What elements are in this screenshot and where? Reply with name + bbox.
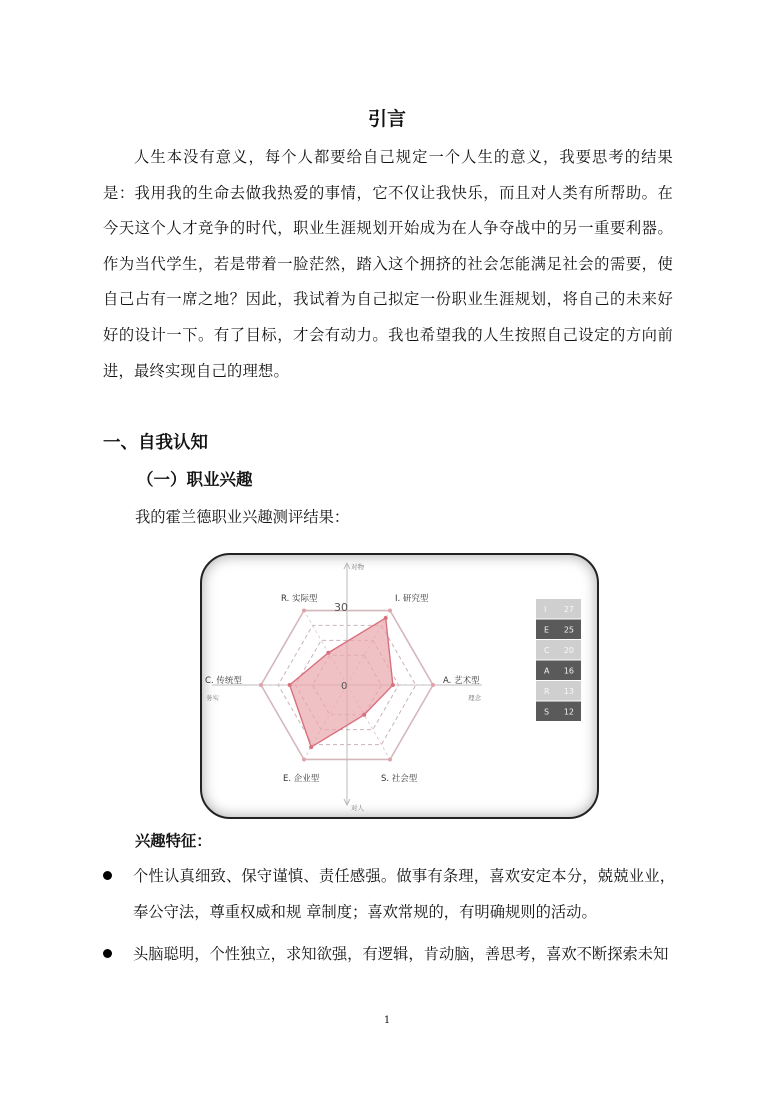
radar-data-point <box>384 616 388 620</box>
radar-data-point <box>362 713 366 717</box>
radar-vertex-point <box>259 683 263 687</box>
score-table-cell <box>536 620 581 640</box>
axis-label-left: 务实 <box>206 694 219 702</box>
bullet-text: 头脑聪明，个性独立，求知欲强，有逻辑，肯动脑，善思考，喜欢不断探索未知 <box>133 945 669 963</box>
score-table-value: 12 <box>563 707 574 717</box>
score-table-cell <box>536 661 581 681</box>
score-table-code: I <box>544 605 547 614</box>
radar-axis-label: A. 艺术型 <box>443 676 480 686</box>
subsection-heading-career-interest: （一）职业兴趣 <box>137 470 253 489</box>
score-table-cell <box>536 681 581 701</box>
score-table-code: A <box>544 666 550 676</box>
score-table-value: 27 <box>563 605 574 614</box>
radar-svg <box>202 555 597 817</box>
feature-heading: 兴趣特征： <box>135 832 212 850</box>
axis-label-right: 理念 <box>468 694 481 702</box>
score-table-value: 13 <box>563 687 574 696</box>
radar-vertex-point <box>388 757 392 761</box>
bullet-dot-icon <box>103 949 112 958</box>
score-table-value: 20 <box>563 646 574 655</box>
radar-vertex-point <box>388 609 392 613</box>
score-table-cell <box>536 599 581 619</box>
radar-axis-label: E. 企业型 <box>283 774 320 784</box>
score-table-value: 25 <box>563 625 574 635</box>
radar-vertex-point <box>302 757 306 761</box>
radar-data-point <box>391 683 395 687</box>
radar-data-point <box>288 683 292 687</box>
bullet-item <box>103 936 675 972</box>
score-table-code: S <box>544 707 550 717</box>
score-table-code: R <box>544 687 550 696</box>
intro-paragraph: 人生本没有意义，每个人都要给自己规定一个人生的意义，我要思考的结果是：我用我的生命去做我热爱的事情，它不仅让我快乐，而且对人类有所帮助。在今天这个人才竞争的时代，职业生涯规划开始成为在人争夺战中的另一重要利器。作为当代学生，若是带着一脸茫然，踏入这个拥挤的社会怎能满足社会的需要，使自己占有一席之地？因此，我试着为自己拟定一份职业生涯规划，将自己的未来好好的设计一下。有了目标，才会有动力。我也希望我的人生按照自己设定的方向前进，最终实现自己的理想。 <box>103 148 673 380</box>
score-table-code: E <box>544 625 550 635</box>
bullet-dot-icon <box>103 871 112 880</box>
score-table-cell <box>536 640 581 660</box>
axis-label-bottom: 对人 <box>351 804 364 812</box>
chart-lead-text: 我的霍兰德职业兴趣测评结果： <box>135 508 350 526</box>
bullet-text: 个性认真细致、保守谨慎、责任感强。做事有条理，喜欢安定本分，兢兢业业，奉公守法，尊重权威和规 章制度；喜欢常规的，有明确规则的活动。 <box>133 867 675 921</box>
radar-vertex-point <box>302 609 306 613</box>
page-number: 1 <box>383 1015 391 1026</box>
score-table-value: 16 <box>563 666 574 676</box>
radar-axis-label: S. 社会型 <box>381 774 418 784</box>
bullet-item <box>103 858 675 930</box>
radar-data-point <box>309 745 313 749</box>
score-table-cell <box>536 702 581 722</box>
radar-axis-label: R. 实际型 <box>281 594 318 604</box>
radar-max-label: 30 <box>334 601 348 614</box>
page-title: 引言 <box>367 108 406 130</box>
radar-data-point <box>326 651 330 655</box>
radar-axis-label: I. 研究型 <box>395 594 429 604</box>
radar-axis-label: C. 传统型 <box>205 676 242 686</box>
holland-radar-chart <box>200 553 599 819</box>
radar-vertex-point <box>431 683 435 687</box>
axis-label-top: 对物 <box>351 563 364 571</box>
section-heading-self-awareness: 一、自我认知 <box>103 433 208 453</box>
score-table-code: C <box>544 646 550 655</box>
radar-min-label: 0 <box>341 681 348 692</box>
